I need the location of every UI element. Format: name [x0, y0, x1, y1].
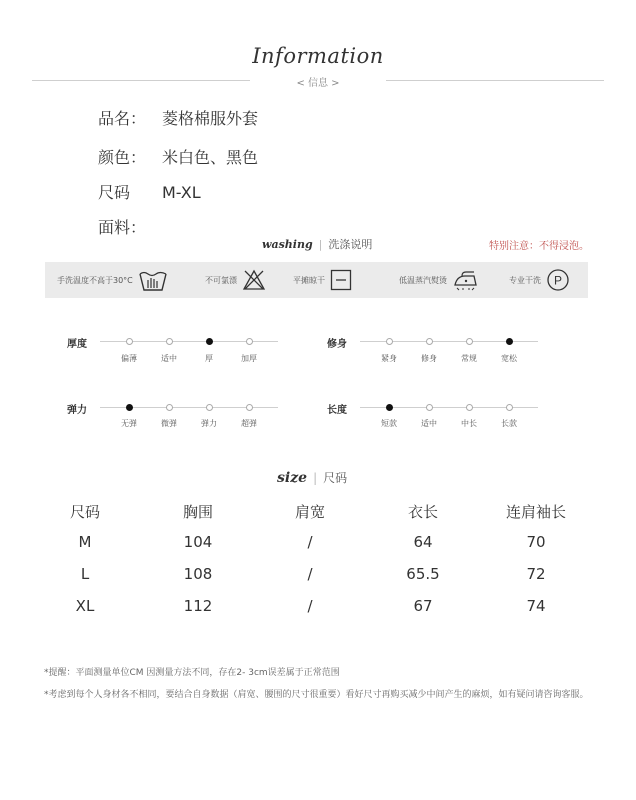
wash-item-hand-wash: [57, 262, 168, 298]
scale-dot-selected: [206, 338, 213, 345]
scale-option-label: 弹力: [201, 419, 217, 428]
table-cell: 104: [183, 533, 213, 551]
info-row-size: [98, 180, 201, 203]
scale-option-label: 厚: [205, 354, 213, 363]
info-row-color: [98, 145, 258, 168]
scale-option-label: 微弹: [161, 419, 177, 428]
scale-option-label: 长款: [501, 419, 517, 428]
scale-option-label: 紧身: [381, 354, 397, 363]
table-cell: XL: [75, 597, 95, 615]
scale-option-label: 修身: [421, 354, 437, 363]
professional-dry-clean-icon: [546, 268, 570, 292]
scale-dot-selected: [126, 404, 133, 411]
wash-item-text: 手洗温度不高于30°C: [57, 275, 133, 285]
table-header-cell: 胸围: [182, 503, 213, 521]
table-cell: 72: [526, 565, 546, 583]
scale-dot: [166, 404, 173, 411]
heading-separator: |: [318, 238, 323, 251]
wash-item-text: 不可氯漂: [205, 275, 237, 285]
scale-dot: [506, 404, 513, 411]
table-cell: M: [78, 533, 92, 551]
wash-item-text: 平摊晾干: [293, 275, 325, 285]
table-cell: /: [307, 597, 313, 615]
scale-dot-selected: [386, 404, 393, 411]
info-label: 尺码: [98, 183, 131, 202]
scale-dot: [426, 404, 433, 411]
heading-separator: |: [313, 471, 318, 485]
table-cell: /: [307, 533, 313, 551]
info-value: M-XL: [162, 183, 201, 202]
info-row-fabric: [98, 215, 162, 238]
table-header-cell: 连肩袖长: [505, 503, 566, 521]
wash-item-text: 专业干洗: [509, 275, 541, 285]
washing-title: 洗涤说明: [328, 238, 373, 251]
info-value: 菱格棉服外套: [162, 109, 259, 128]
scale-option-label: 适中: [421, 419, 437, 428]
table-header-cell: 衣长: [407, 503, 438, 521]
table-cell: L: [80, 565, 90, 583]
scale-option-label: 宽松: [501, 354, 517, 363]
page-title: Information: [252, 44, 384, 68]
washing-warning: 特别注意：不得浸泡。: [489, 241, 589, 252]
wash-item-no-bleach: [205, 262, 266, 298]
scale-option-label: 中长: [461, 419, 477, 428]
measurement-note: *提醒：平面测量单位CM 因测量方法不同，存在2- 3cm误差属于正常范围: [44, 668, 340, 678]
scale-dot: [126, 338, 133, 345]
scale-option-label: 无弹: [121, 419, 137, 428]
page-subtitle: < 信息 >: [296, 78, 340, 89]
washing-heading: [262, 236, 372, 252]
scale-title: 弹力: [67, 405, 87, 416]
scale-dot-selected: [506, 338, 513, 345]
scale-option-label: 加厚: [241, 354, 257, 363]
wash-item-dry-clean: [509, 262, 570, 298]
scale-title: 修身: [327, 339, 347, 350]
hand-wash-icon: [138, 268, 168, 292]
table-header-cell: 尺码: [69, 503, 100, 521]
info-value: 米白色、黑色: [162, 148, 259, 167]
size-title: 尺码: [323, 471, 348, 485]
wash-item-low-steam-iron: [399, 262, 480, 298]
scale-dot: [246, 404, 253, 411]
washing-instructions-bar: [45, 262, 588, 298]
info-label: 面料：: [98, 218, 147, 237]
scale-title: 厚度: [67, 339, 87, 350]
table-cell: 64: [413, 533, 433, 551]
no-bleach-icon: [242, 268, 266, 292]
fit-advice-note: *考虑到每个人身材各不相同，要结合自身数据（肩宽、腰围的尺寸很重要）看好尺寸再购买减少中间产生的麻烦，如有疑问请咨询客服。: [44, 690, 589, 700]
washing-script-label: washing: [262, 238, 313, 251]
table-cell: 108: [183, 565, 213, 583]
table-cell: /: [307, 565, 313, 583]
table-cell: 67: [413, 597, 433, 615]
scale-option-label: 超弹: [241, 419, 257, 428]
table-cell: 112: [183, 597, 213, 615]
scale-dot: [166, 338, 173, 345]
size-heading: [277, 469, 347, 486]
scale-dot: [206, 404, 213, 411]
wash-item-dry-flat: [293, 262, 352, 298]
scale-option-label: 常规: [461, 354, 477, 363]
scale-dot: [246, 338, 253, 345]
info-row-name: [98, 106, 258, 129]
table-header-cell: 肩宽: [294, 503, 325, 521]
scale-dot: [466, 338, 473, 345]
info-label: 品名：: [98, 109, 147, 128]
svg-text:P: P: [553, 273, 563, 288]
dry-flat-icon: [330, 269, 352, 291]
scale-dot: [386, 338, 393, 345]
scale-dot: [466, 404, 473, 411]
info-label: 颜色：: [98, 148, 147, 167]
scale-option-label: 适中: [161, 354, 177, 363]
size-script-label: size: [277, 470, 308, 486]
scale-option-label: 偏薄: [121, 354, 137, 363]
scale-option-label: 短款: [381, 419, 397, 428]
table-cell: 70: [526, 533, 546, 551]
table-cell: 74: [526, 597, 546, 615]
wash-item-text: 低温蒸汽熨烫: [399, 275, 447, 285]
scale-dot: [426, 338, 433, 345]
table-cell: 65.5: [406, 565, 440, 583]
scale-title: 长度: [327, 405, 347, 416]
low-steam-iron-icon: [452, 269, 480, 291]
